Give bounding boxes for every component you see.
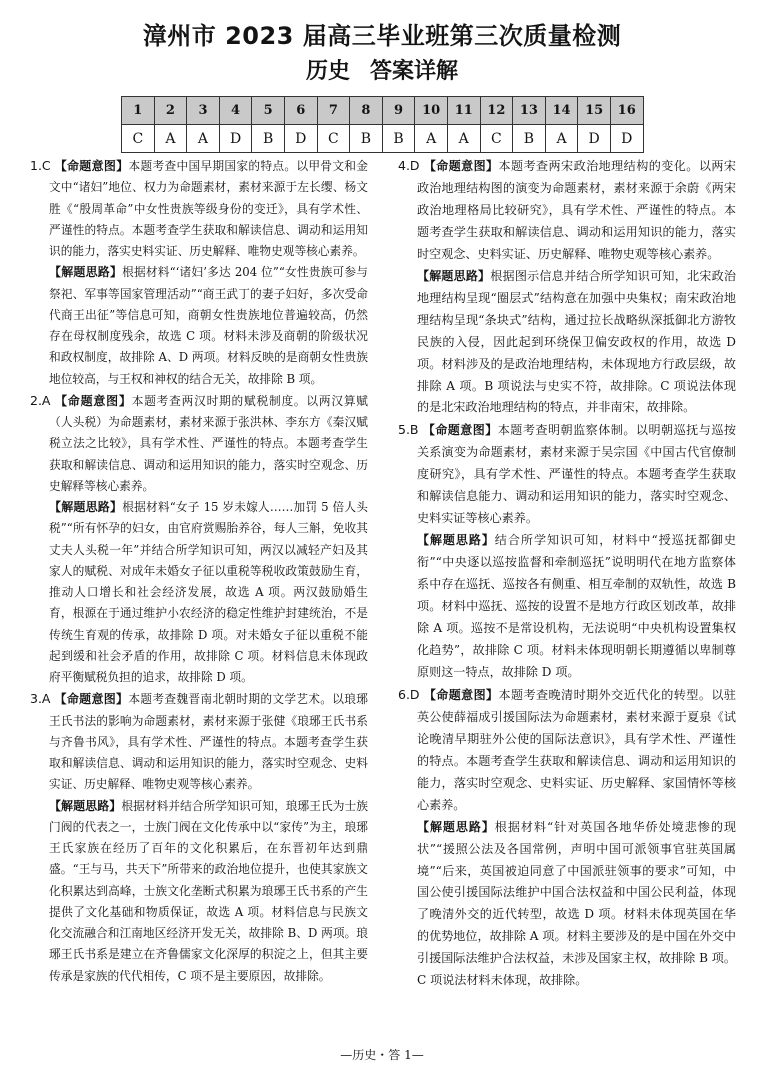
question-number: 2.A: [30, 392, 51, 408]
answer-cell: C: [317, 125, 350, 153]
intent-label: 【命题意图】: [54, 692, 129, 707]
answer-table: [121, 96, 644, 153]
page-footer: —历史・答 1—: [340, 1048, 424, 1062]
question-block: [398, 155, 736, 419]
question-number: 1.C: [30, 158, 51, 173]
page-subtitle: [0, 54, 764, 85]
intent-text: 本题考查两汉时期的赋税制度。以两汉算赋（人头税）为命题素材，素材来源于张洪林、李东方《秦汉赋税立法之比较》，具有学术性、严谨性的特点。本题考查学生获取和解读信息、调动和运用知识的能力，落实时空观念、历史解释等核心素养。: [49, 393, 368, 493]
question-block: [30, 155, 368, 390]
answer-cell: B: [252, 125, 285, 153]
answer-cell: B: [513, 125, 546, 153]
question-number-cell: 10: [415, 97, 448, 125]
intent-text: 本题考查晚清时期外交近代化的转型。以驻英公使薛福成引援国际法为命题素材，素材来源于夏泉《试论晚清早期驻外公使的国际法意识》，具有学术性、严谨性的特点。本题考查学生获取和解读信息、调动和运用知识的能力，落实时空观念、史料实证、历史解释、家国情怀等核心素养。: [417, 687, 736, 812]
answer-cell: D: [578, 125, 611, 153]
subtitle-label: 答案详解: [370, 59, 459, 84]
solution-text: 根据材料并结合所学知识可知，琅琊王氏为士族门阀的代表之一，士族门阀在文化传承中以“家传”为主，琅琊王氏家族在经历了百年的文化积累后，在东晋初年达到鼎盛。“王与马，共天下”所带来的政治地位提升，也使其家族文化积累达到高峰，士族文化垄断式积累为琅琊王氏书系的产生提供了文化基础和物质保证，故选 A 项。材料信息与民族文化交流融合和江南地区经济开发无关，故排除 B、D 两项。琅琊王氏书系是建立在齐鲁儒家文化深厚的积淀之上，但其主要传承是家族的代代相传，C 项不是主要原因，故排除。: [49, 798, 368, 983]
question-solution: [49, 796, 368, 987]
question-number-cell: 9: [382, 97, 415, 125]
question-number-cell: 8: [350, 97, 383, 125]
intent-label: 【命题意图】: [422, 423, 498, 438]
solution-label: 【解题思路】: [417, 268, 491, 283]
subject-label: 历史: [305, 59, 350, 84]
intent-label: 【命题意图】: [55, 393, 132, 408]
question-solution: [417, 266, 736, 420]
solution-label: 【解题思路】: [49, 500, 123, 514]
question-intent: [398, 155, 736, 266]
answer-cell: A: [187, 125, 220, 153]
question-number: 6.D: [398, 686, 420, 702]
solution-text: 根据材料“女子 15 岁未嫁人……加罚 5 倍人头税”“所有怀孕的妇女，由官府赏赐胎养谷，每人三斛，免收其丈夫人头税一年”并结合所学知识可知，两汉以减轻产妇及其家人的赋税、对成年未婚女子征以重税等税收政策鼓励生育，推动人口增长和社会经济发展，故选 A 项。两汉鼓励婚生育，根源在于通过维护小农经济的稳定性维护封建统治，不是传统生育观的传承，故排除 D 项。对未婚女子征以重税不能起到缓和社会矛盾的作用，故排除 C 项。材料信息未体现政府平衡赋税负担的追求，故排除 D 项。: [49, 500, 368, 684]
answer-table-numbers: [122, 97, 644, 125]
answer-cell: A: [447, 125, 480, 153]
solution-text: 结合所学知识可知，材料中“授巡抚都御史衔”“中央逐以巡按监督和牵制巡抚”说明明代在地方监察体系中存在巡抚、巡按各有侧重、相互牵制的双轨性，故选 B 项。材料中巡抚、巡按的设置不是地方行政区划改革，故排除 A 项。巡按不是常设机构，无法说明“中央机构设置集权化趋势”，故排除 C 项。材料未体现明朝长期遵循以卑制尊原则这一特点，故排除 D 项。: [417, 533, 736, 679]
answer-cell: D: [284, 125, 317, 153]
question-solution: [49, 262, 368, 390]
question-solution: [417, 817, 736, 993]
question-intent: [30, 155, 368, 262]
answer-cell: D: [610, 125, 643, 153]
question-block: [30, 688, 368, 987]
right-column: [398, 155, 736, 992]
question-block: [30, 390, 368, 689]
question-number: 3.A: [30, 691, 51, 707]
question-number-cell: 14: [545, 97, 578, 125]
answer-cell: A: [415, 125, 448, 153]
solution-label: 【解题思路】: [417, 819, 495, 834]
question-number: 4.D: [398, 158, 420, 173]
intent-text: 本题考查中国早期国家的特点。以甲骨文和金文中“诸妇”地位、权力为命题素材，素材来源于左长缨、杨文胜《“殷周革命”中女性贵族等级身份的变迁》，具有学术性、严谨性的特点。本题考查学生获取和解读信息、调动和运用知识的能力，落实史料实证、历史解释、唯物史观等核心素养。: [49, 159, 368, 258]
solution-label: 【解题思路】: [49, 798, 122, 813]
solution-label: 【解题思路】: [417, 533, 495, 548]
question-number-cell: 4: [219, 97, 252, 125]
left-column: [30, 155, 368, 987]
intent-text: 本题考查明朝监察体制。以明朝巡抚与巡按关系演变为命题素材，素材来源于吴宗国《中国古代官僚制度研究》，具有学术性、严谨性的特点。本题考查学生获取和解读信息能力、调动和运用知识的能力，落实时空观念、史料实证等核心素养。: [417, 423, 736, 526]
question-number-cell: 16: [610, 97, 643, 125]
intent-label: 【命题意图】: [423, 687, 499, 702]
page-title: 漳州市 2023 届高三毕业班第三次质量检测: [142, 22, 622, 50]
answer-cell: B: [382, 125, 415, 153]
question-number-cell: 5: [252, 97, 285, 125]
intent-text: 本题考查两宋政治地理结构的变化。以两宋政治地理结构图的演变为命题素材，素材来源于余蔚《两宋政治地理格局比较研究》，具有学术性、严谨性的特点。本题考查学生获取和解读信息、调动和运用知识的能力，落实时空观念、史料实证、历史解释、唯物史观等核心素养。: [417, 159, 736, 261]
question-number-cell: 6: [284, 97, 317, 125]
question-number-cell: 3: [187, 97, 220, 125]
question-intent: [30, 390, 368, 497]
answer-cell: C: [122, 125, 155, 153]
question-number-cell: 7: [317, 97, 350, 125]
question-number: 5.B: [398, 422, 419, 438]
intent-label: 【命题意图】: [54, 159, 129, 173]
question-block: [398, 684, 736, 992]
question-number-cell: 12: [480, 97, 513, 125]
question-solution: [417, 530, 736, 684]
question-block: [398, 419, 736, 683]
intent-label: 【命题意图】: [423, 159, 499, 173]
question-number-cell: 15: [578, 97, 611, 125]
answer-cell: B: [350, 125, 383, 153]
answer-cell: A: [545, 125, 578, 153]
solution-text: 根据材料“‘诸妇’多达 204 位”“女性贵族可参与祭祀、军事等国家管理活动”“商王武丁的妻子妇好，多次受命代商王出征”等信息可知，商朝女性贵族地位普遍较高，仍然存在母权制度残余，故选 C 项。材料未涉及商朝的阶级状况和政权制度，故排除 A、D 两项。材料反映的是商朝女性贵族地位较高，与王权和神权的结合无关，故排除 B 项。: [49, 265, 368, 386]
question-intent: [30, 688, 368, 795]
question-solution: [49, 497, 368, 688]
answer-cell: D: [219, 125, 252, 153]
solution-text: 根据图示信息并结合所学知识可知，北宋政治地理结构呈现“圈层式”结构意在加强中央集权；南宋政治地理结构呈现“条块式”结构，通过拉长战略纵深抵御北方游牧民族的入侵，因此起到环绕保卫偏安政权的作用，故选 D 项。材料涉及的是政治地理结构，未体现地方行政层级，故排除 A 项。B 项说法与史实不符，故排除。C 项说法体现的是北宋政治地理结构的特点，并非南宋，故排除。: [417, 268, 736, 415]
question-number-cell: 11: [447, 97, 480, 125]
solution-label: 【解题思路】: [49, 265, 123, 280]
answer-cell: A: [154, 125, 187, 153]
question-number-cell: 13: [513, 97, 546, 125]
question-intent: [398, 419, 736, 530]
question-intent: [398, 684, 736, 817]
solution-text: 根据材料“针对英国各地华侨处境悲惨的现状”“援照公法及各国常例，声明中国可派领事官驻英国属境”“后来，英国被迫同意了中国派驻领事的要求”可知，中国公使引援国际法维护中国合法权益和中国公民利益，体现了晚清外交的近代转型，故选 D 项。材料未体现英国在华的优势地位，故排除 A 项。材料主要涉及的是中国在外交中引援国际法维护合法权益，未涉及国家主权，故排除 B 项。C 项说法材料未体现，故排除。: [417, 819, 736, 988]
question-number-cell: 2: [154, 97, 187, 125]
answer-table-answers: [122, 125, 644, 153]
intent-text: 本题考查魏晋南北朝时期的文学艺术。以琅琊王氏书法的影响为命题素材，素材来源于张健《琅琊王氏书系与齐鲁书风》，具有学术性、严谨性的特点。本题考查学生获取和解读信息、调动和运用知识的能力，落实时空观念、史料实证、历史解释、唯物史观等核心素养。: [49, 692, 368, 792]
answer-cell: C: [480, 125, 513, 153]
question-number-cell: 1: [122, 97, 155, 125]
